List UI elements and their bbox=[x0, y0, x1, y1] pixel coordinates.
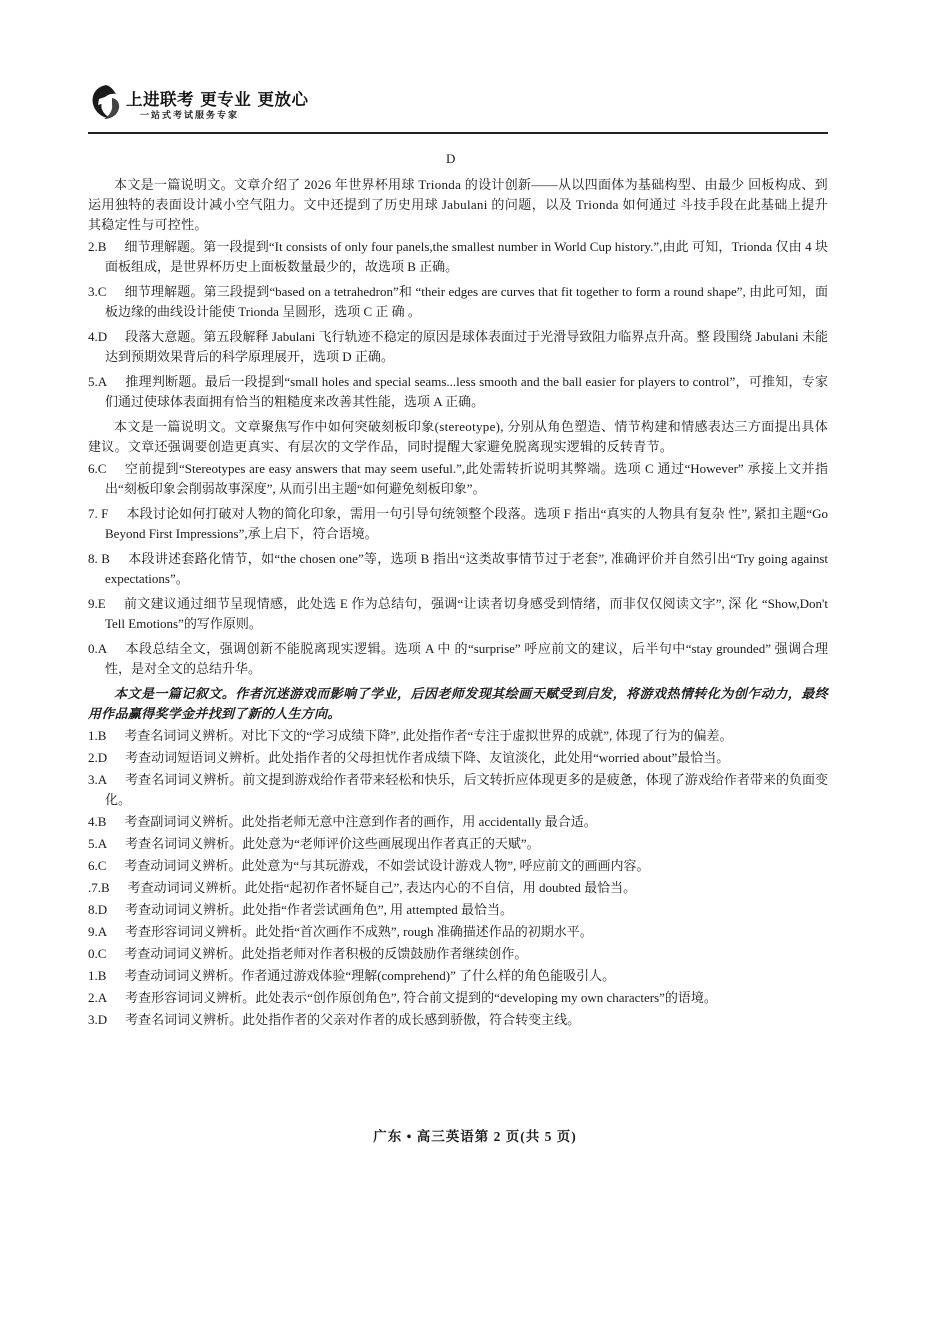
answer-item bbox=[88, 594, 828, 634]
answer-item bbox=[88, 966, 828, 986]
answer-item bbox=[88, 944, 828, 964]
answer-item bbox=[88, 988, 828, 1008]
answer-item bbox=[88, 639, 828, 679]
answer-number: 3.C bbox=[88, 284, 107, 299]
answer-number: 6.C bbox=[88, 461, 107, 476]
answer-number: 6.C bbox=[88, 858, 107, 873]
answer-explanation: 考查动词词义辨析。此处指“起初作者怀疑自己”, 表达内心的不自信，用 doubted 最恰当。 bbox=[127, 880, 637, 895]
header-divider bbox=[88, 132, 828, 134]
answer-number: 2.D bbox=[88, 750, 108, 765]
answer-explanation: 细节理解题。第三段提到“based on a tetrahedron”和 “their edges are curves that fit together to form a round shape”, 由此可知，面板边缘的曲线设计能使 Trionda 呈圆形，选项 C 正 确 。 bbox=[105, 284, 828, 319]
answer-item bbox=[88, 372, 828, 412]
answer-explanation: 本段讨论如何打破对人物的简化印象，需用一句引导句统领整个段落。选项 F 指出“真实的人物具有复杂 性”, 紧扣主题“Go Beyond First Impressions”,承上启下，符合语境。 bbox=[105, 506, 828, 541]
answer-item bbox=[88, 748, 828, 768]
answer-item bbox=[88, 549, 828, 589]
answer-explanation: 细节理解题。第一段提到“It consists of only four panels,the smallest number in World Cup history.”,由此 可知，Trionda 仅由 4 块面板组成，是世界杯历史上面板数量最少的，故选项 B 正确。 bbox=[105, 239, 828, 274]
answer-number: 3.D bbox=[88, 1012, 108, 1027]
answer-number: 0.A bbox=[88, 641, 108, 656]
answer-number: .7.B bbox=[88, 880, 110, 895]
answer-number: 1.B bbox=[88, 728, 107, 743]
answer-item bbox=[88, 237, 828, 277]
answer-item bbox=[88, 770, 828, 810]
answer-explanation: 考查动词词义辨析。作者通过游戏体验“理解(comprehend)” 了什么样的角色能吸引人。 bbox=[124, 968, 616, 983]
answer-number: 3.A bbox=[88, 772, 108, 787]
answer-item bbox=[88, 834, 828, 854]
answer-number: 5.A bbox=[88, 374, 108, 389]
answer-explanation: 考查名词词义辨析。对比下文的“学习成绩下降”, 此处指作者“专注于虚拟世界的成就”, 体现了行为的偏差。 bbox=[124, 728, 733, 743]
answer-explanation: 本段讲述套路化情节，如“the chosen one”等，选项 B 指出“这类故事情节过于老套”, 准确评价并自然引出“Try going against expectations”。 bbox=[105, 551, 829, 586]
brand-tagline: 一站式考试服务专家 bbox=[140, 111, 240, 121]
answer-explanation: 考查名词词义辨析。前文提到游戏给作者带来轻松和快乐，后文转折应体现更多的是疲惫，体现了游戏给作者带来的负面变化。 bbox=[105, 772, 828, 807]
answer-number: 9.A bbox=[88, 924, 108, 939]
answer-number: 1.B bbox=[88, 968, 107, 983]
answer-explanation: 考查动词词义辨析。此处指老师对作者积极的反馈鼓励作者继续创作。 bbox=[124, 946, 528, 961]
answer-key-content bbox=[88, 175, 828, 1032]
answer-explanation: 考查形容词词义辨析。此处表示“创作原创角色”, 符合前文提到的“developing my own characters”的语境。 bbox=[125, 990, 717, 1005]
answer-explanation: 空前提到“Stereotypes are easy answers that may seem useful.”,此处需转折说明其弊端。选项 C 通过“However” 承接上文并指出“刻板印象会削弱故事深度”, 从而引出主题“如何避免刻板印象”。 bbox=[105, 461, 828, 496]
logo bbox=[88, 82, 318, 126]
answer-number: 8. B bbox=[88, 551, 110, 566]
answer-explanation: 前文建议通过细节呈现情感，此处选 E 作为总结句，强调“让读者切身感受到情绪，而非仅仅阅读文字”, 深 化 “Show,Don't Tell Emotions”的写作原则。 bbox=[105, 596, 828, 631]
answer-item bbox=[88, 459, 828, 499]
answer-item bbox=[88, 282, 828, 322]
answer-item bbox=[88, 856, 828, 876]
answer-explanation: 考查动词词义辨析。此处指“作者尝试画角色”, 用 attempted 最恰当。 bbox=[125, 902, 513, 917]
answer-number: 4.B bbox=[88, 814, 107, 829]
answer-number: 4.D bbox=[88, 329, 108, 344]
answer-explanation: 考查形容词词义辨析。此处指“首次画作不成熟”, rough 准确描述作品的初期水平。 bbox=[125, 924, 593, 939]
answer-item bbox=[88, 900, 828, 920]
answer-number: 0.C bbox=[88, 946, 107, 961]
passage-d-answers bbox=[88, 237, 828, 412]
cloze-intro: 本文是一篇记叙文。作者沉迷游戏而影响了学业，后因老师发现其绘画天赋受到启发，将游戏热情转化为创乍动力，最终用作品赢得奖学金并找到了新的人生方向。 bbox=[88, 686, 828, 721]
answer-number: 9.E bbox=[88, 596, 106, 611]
answer-item bbox=[88, 504, 828, 544]
seven-choice-intro: 本文是一篇说明文。文章聚焦写作中如何突破刻板印象(stereotype), 分别从角色塑造、情节构建和情感表达三方面提出具体建议。文章还强调要创造更真实、有层次的文学作品，同时提醒大家避免脱离现实逻辑的反转青节。 bbox=[88, 419, 828, 454]
logo-emblem-icon bbox=[88, 82, 124, 122]
brand-slogan: 上进联考 更专业 更放心 bbox=[126, 90, 309, 109]
answer-explanation: 考查动词短语词义辨析。此处指作者的父母担忧作者成绩下降、友谊淡化，此处用“worried about”最恰当。 bbox=[125, 750, 730, 765]
answer-number: 2.A bbox=[88, 990, 108, 1005]
page-footer: 广东 • 高三英语第 2 页(共 5 页) bbox=[373, 1129, 577, 1144]
answer-explanation: 段落大意题。第五段解释 Jabulani 飞行轨迹不稳定的原因是球体表面过于光滑导致阻力临界点升高。整 段围绕 Jabulani 未能达到预期效果背后的科学原理展开，选项 D 正确。 bbox=[105, 329, 828, 364]
answer-number: 7. F bbox=[88, 506, 109, 521]
answer-item bbox=[88, 1010, 828, 1030]
answer-explanation: 考查名词词义辨析。此处意为“老师评价这些画展现出作者真正的天赋”。 bbox=[125, 836, 540, 851]
answer-item bbox=[88, 878, 828, 898]
answer-explanation: 推理判断题。最后一段提到“small holes and special seams...less smooth and the ball easier for players to control”，可推知，专家们通过使球体表面拥有恰当的粗糙度来改善其性能，选项 A 正确。 bbox=[105, 374, 828, 409]
answer-number: 2.B bbox=[88, 239, 107, 254]
cloze-answers bbox=[88, 726, 828, 1030]
answer-item bbox=[88, 922, 828, 942]
answer-item bbox=[88, 726, 828, 746]
answer-number: 5.A bbox=[88, 836, 108, 851]
answer-number: 8.D bbox=[88, 902, 108, 917]
seven-choice-answers bbox=[88, 459, 828, 679]
answer-explanation: 本段总结全文，强调创新不能脱离现实逻辑。选项 A 中 的“surprise” 呼应前文的建议，后半句中“stay grounded” 强调合理性，是对全文的总结升华。 bbox=[105, 641, 828, 676]
answer-explanation: 考查副词词义辨析。此处指老师无意中注意到作者的画作，用 accidentally 最合适。 bbox=[124, 814, 597, 829]
section-letter: D bbox=[446, 151, 456, 166]
passage-d-intro: 本文是一篇说明文。文章介绍了 2026 年世界杯用球 Trionda 的设计创新——从以四面体为基础构型、由最少 回板构成、到运用独特的表面设计减小空气阻力。文中还提到了历史用球 Jabulani 的问题，以及 Trionda 如何通过 斗技手段在此基础上提升其稳定性与可控性。 bbox=[88, 177, 828, 232]
answer-explanation: 考查动词词义辨析。此处意为“与其玩游戏，不如尝试设计游戏人物”, 呼应前文的画画内容。 bbox=[124, 858, 650, 873]
answer-item bbox=[88, 327, 828, 367]
answer-item bbox=[88, 812, 828, 832]
answer-explanation: 考查名词词义辨析。此处指作者的父亲对作者的成长感到骄傲，符合转变主线。 bbox=[125, 1012, 581, 1027]
